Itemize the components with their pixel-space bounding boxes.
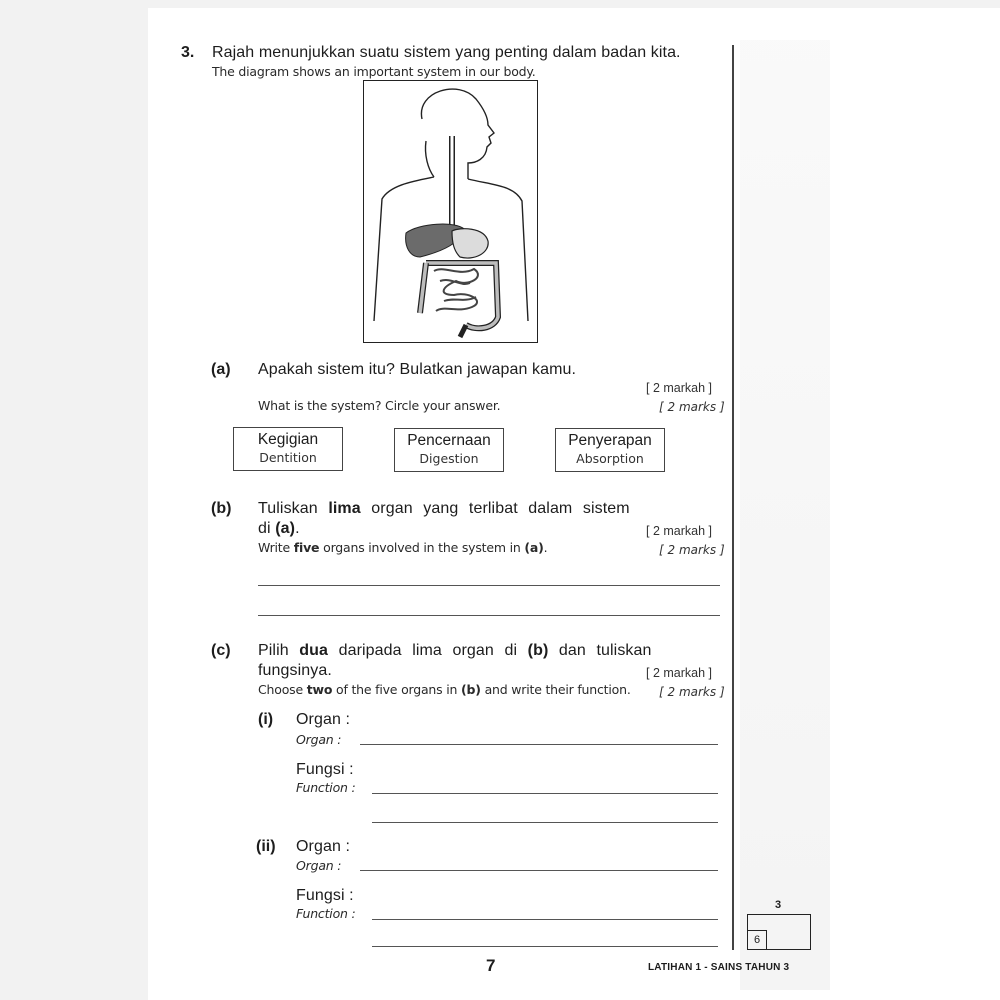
organ-answer-line[interactable] xyxy=(360,870,718,871)
item-i-organ-en: Organ : xyxy=(296,732,342,747)
option-kegigian[interactable] xyxy=(233,427,343,471)
option-label-ms: Penyerapan xyxy=(568,432,652,449)
part-b-line1: Tuliskan lima organ yang terlibat dalam sistem xyxy=(258,500,630,517)
option-label-ms: Pencernaan xyxy=(407,432,491,449)
part-c-text-en: Choose two of the five organs in (b) and write their function. xyxy=(258,682,631,697)
part-c-label: (c) xyxy=(211,642,231,659)
function-answer-line[interactable] xyxy=(372,946,718,947)
answer-line[interactable] xyxy=(258,585,720,586)
part-b-label: (b) xyxy=(211,500,232,517)
part-c-line1: Pilih dua daripada lima organ di (b) dan tuliskan xyxy=(258,642,652,659)
part-a-label: (a) xyxy=(211,361,231,378)
part-b-marks-ms: [ 2 markah ] xyxy=(646,524,712,538)
option-label-en: Digestion xyxy=(419,451,479,466)
function-answer-line[interactable] xyxy=(372,793,718,794)
option-label-ms: Kegigian xyxy=(257,431,319,448)
part-a-text-en: What is the system? Circle your answer. xyxy=(258,398,501,413)
part-a-text-ms: Apakah sistem itu? Bulatkan jawapan kamu. xyxy=(258,361,577,378)
page-number: 7 xyxy=(486,956,496,975)
margin-rule xyxy=(732,45,734,950)
score-box[interactable] xyxy=(747,914,811,950)
score-subtotal: 6 xyxy=(748,930,767,949)
item-i-organ-ms: Organ : xyxy=(296,711,351,728)
item-ii-organ-en: Organ : xyxy=(296,858,342,873)
option-label-en: Dentition xyxy=(259,450,317,465)
question-stem-ms: Rajah menunjukkan suatu sistem yang penting dalam badan kita. xyxy=(212,44,681,61)
footer-title: LATIHAN 1 - SAINS TAHUN 3 xyxy=(648,962,790,973)
body-outline-icon xyxy=(364,81,537,342)
part-c-marks-ms: [ 2 markah ] xyxy=(646,666,712,680)
item-ii-fungsi-ms: Fungsi : xyxy=(296,887,354,904)
question-number: 3. xyxy=(181,44,195,61)
function-answer-line[interactable] xyxy=(372,822,718,823)
part-b-marks-en: [ 2 marks ] xyxy=(659,543,725,557)
function-answer-line[interactable] xyxy=(372,919,718,920)
item-ii-fungsi-en: Function : xyxy=(296,906,356,921)
bleed-through-shadow xyxy=(740,40,830,990)
item-ii-label: (ii) xyxy=(256,838,276,855)
part-a-marks-ms: [ 2 markah ] xyxy=(646,381,712,395)
item-i-fungsi-en: Function : xyxy=(296,780,356,795)
question-stem-en: The diagram shows an important system in our body. xyxy=(212,64,536,79)
option-label-en: Absorption xyxy=(576,451,644,466)
option-penyerapan[interactable] xyxy=(555,428,665,472)
part-b-line2: di (a). xyxy=(258,520,300,537)
score-total: 3 xyxy=(775,899,782,911)
part-c-line2: fungsinya. xyxy=(258,662,332,679)
part-b-text-en: Write five organs involved in the system in (a). xyxy=(258,540,548,555)
answer-line[interactable] xyxy=(258,615,720,616)
organ-answer-line[interactable] xyxy=(360,744,718,745)
part-a-marks-en: [ 2 marks ] xyxy=(659,400,725,414)
digestive-system-diagram xyxy=(363,80,538,343)
option-pencernaan[interactable] xyxy=(394,428,504,472)
item-i-fungsi-ms: Fungsi : xyxy=(296,761,354,778)
item-i-label: (i) xyxy=(258,711,274,728)
item-ii-organ-ms: Organ : xyxy=(296,838,351,855)
part-c-marks-en: [ 2 marks ] xyxy=(659,685,725,699)
